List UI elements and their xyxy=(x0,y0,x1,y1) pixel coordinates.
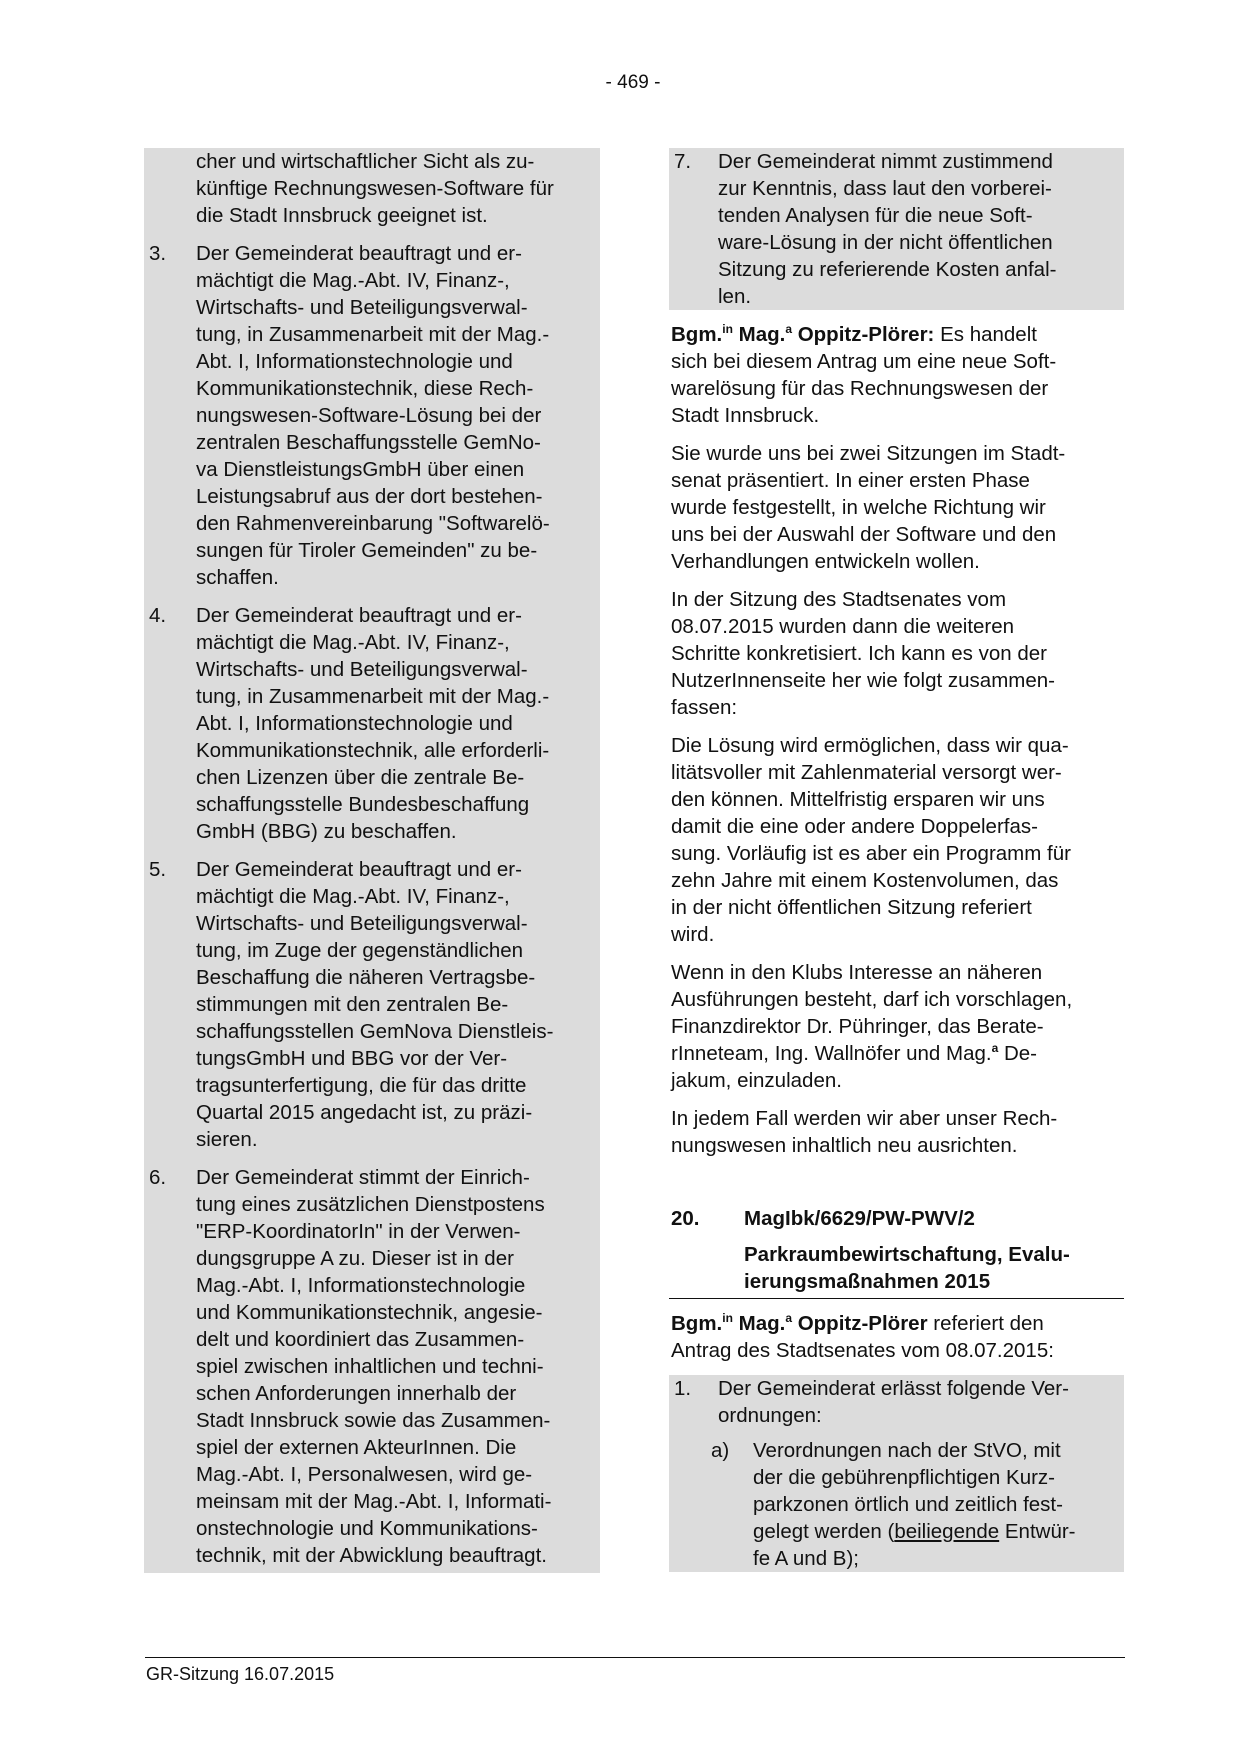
text-line: Der Gemeinderat erlässt folgende Ver- xyxy=(718,1377,1069,1400)
text-line: Wirtschafts- und Beteiligungsverwal- xyxy=(196,912,528,935)
superscript: a xyxy=(785,322,793,336)
text-line: mächtigt die Mag.-Abt. IV, Finanz-, xyxy=(196,269,510,292)
text-line: schaffungsstelle Bundesbeschaffung xyxy=(196,793,530,816)
text-line: der die gebührenpflichtigen Kurz- xyxy=(753,1466,1055,1489)
speech-paragraph xyxy=(669,732,1124,948)
text-span: Entwür- xyxy=(999,1520,1076,1543)
text-line: warelösung für das Rechnungswesen der xyxy=(671,377,1049,400)
text-line: ware-Lösung in der nicht öffentlichen xyxy=(718,231,1053,254)
text-line: Sie wurde uns bei zwei Sitzungen im Stadt- xyxy=(671,442,1066,465)
superscript: in xyxy=(722,322,733,336)
text-line: spiel der externen AkteurInnen. Die xyxy=(196,1436,517,1459)
text-line: uns bei der Auswahl der Software und den xyxy=(671,523,1057,546)
text-line xyxy=(669,1040,1124,1067)
text-line xyxy=(753,1518,1124,1545)
text-line: Wirtschafts- und Beteiligungsverwal- xyxy=(196,296,528,319)
text-line: tung eines zusätzlichen Dienstpostens xyxy=(196,1193,545,1216)
text-line: zur Kenntnis, dass laut den vorberei- xyxy=(718,177,1052,200)
text-span: De- xyxy=(998,1042,1037,1065)
list-item-5 xyxy=(144,856,600,1153)
text-line: 08.07.2015 wurden dann die weiteren xyxy=(671,615,1015,638)
right-column xyxy=(669,148,1124,1572)
text-line: Sitzung zu referierende Kosten anfal- xyxy=(718,258,1057,281)
item-number: 7. xyxy=(674,150,692,173)
sub-item-a xyxy=(669,1437,1124,1572)
text-line: nungswesen inhaltlich neu ausrichten. xyxy=(671,1134,1018,1157)
bold-text: Oppitz-Plörer: xyxy=(792,323,935,346)
text-line: GmbH (BBG) zu beschaffen. xyxy=(196,820,457,843)
text-line: ordnungen: xyxy=(718,1404,822,1427)
bold-text: Oppitz-Plörer xyxy=(792,1312,928,1335)
text-line: In jedem Fall werden wir aber unser Rech- xyxy=(671,1107,1058,1130)
item-number: 5. xyxy=(149,858,167,881)
text-line: zehn Jahre mit einem Kostenvolumen, das xyxy=(671,869,1059,892)
sub-item-letter: a) xyxy=(711,1439,730,1462)
text-line: Leistungsabruf aus der dort bestehen- xyxy=(196,485,543,508)
text-line: Mag.-Abt. I, Personalwesen, wird ge- xyxy=(196,1463,533,1486)
text-line: damit die eine oder andere Doppelerfas- xyxy=(671,815,1038,838)
text-line: Mag.-Abt. I, Informationstechnologie xyxy=(196,1274,526,1297)
text-line: Abt. I, Informationstechnologie und xyxy=(196,350,513,373)
text-line: senat präsentiert. In einer ersten Phase xyxy=(671,469,1030,492)
text-line: ierungsmaßnahmen 2015 xyxy=(744,1270,991,1293)
text-line: zentralen Beschaffungsstelle GemNo- xyxy=(196,431,541,454)
text-line: Schritte konkretisiert. Ich kann es von der xyxy=(671,642,1048,665)
list-item-7 xyxy=(669,148,1124,310)
text-line: tragsunterfertigung, die für das dritte xyxy=(196,1074,527,1097)
resolution-block-shaded xyxy=(144,148,600,1573)
text-line: fe A und B); xyxy=(753,1547,859,1570)
text-line: Wirtschafts- und Beteiligungsverwal- xyxy=(196,658,528,681)
text-line: Verordnungen nach der StVO, mit xyxy=(753,1439,1061,1462)
text-line: Kommunikationstechnik, alle erforderli- xyxy=(196,739,550,762)
speech-paragraph xyxy=(669,440,1124,575)
text-line: jakum, einzuladen. xyxy=(671,1069,842,1092)
text-line: Beschaffung die näheren Vertragsbe- xyxy=(196,966,536,989)
text-line: in der nicht öffentlichen Sitzung referiert xyxy=(671,896,1032,919)
text-line: wird. xyxy=(671,923,715,946)
text-line: sung. Vorläufig ist es aber ein Programm für xyxy=(671,842,1071,865)
text-line: Die Lösung wird ermöglichen, dass wir qua- xyxy=(671,734,1069,757)
text-line: litätsvoller mit Zahlenmaterial versorgt wer- xyxy=(671,761,1062,784)
text-span: rInneteam, Ing. Wallnöfer und Mag. xyxy=(671,1042,992,1065)
text-line: stimmungen mit den zentralen Be- xyxy=(196,993,509,1016)
text-line xyxy=(669,1310,1124,1337)
text-line: Verhandlungen entwickeln wollen. xyxy=(671,550,980,573)
text-line: den Rahmenvereinbarung "Softwarelö- xyxy=(196,512,550,535)
text-line: parkzonen örtlich und zeitlich fest- xyxy=(753,1493,1063,1516)
text-line: spiel zwischen inhaltlichen und techni- xyxy=(196,1355,544,1378)
list-item-6 xyxy=(144,1164,600,1569)
footer-rule xyxy=(145,1657,1125,1658)
text-line: NutzerInnenseite her wie folgt zusammen- xyxy=(671,669,1055,692)
text-line: Der Gemeinderat nimmt zustimmend xyxy=(718,150,1053,173)
text-line: Parkraumbewirtschaftung, Evalu- xyxy=(744,1243,1070,1266)
text-line: Der Gemeinderat beauftragt und er- xyxy=(196,858,522,881)
text-line: fassen: xyxy=(671,696,738,719)
speech-paragraph xyxy=(669,321,1124,429)
text-line: technik, mit der Abwicklung beauftragt. xyxy=(196,1544,547,1567)
superscript: a xyxy=(785,1311,793,1325)
text-line: Stadt Innsbruck sowie das Zusammen- xyxy=(196,1409,551,1432)
text-line: Abt. I, Informationstechnologie und xyxy=(196,712,513,735)
superscript: in xyxy=(722,1311,733,1325)
text-line: In der Sitzung des Stadtsenates vom xyxy=(671,588,1007,611)
text-line: va DienstleistungsGmbH über einen xyxy=(196,458,525,481)
footer-text: GR-Sitzung 16.07.2015 xyxy=(146,1664,335,1684)
agenda-number: 20. xyxy=(671,1207,700,1230)
bold-text: Mag. xyxy=(732,323,786,346)
text-line: cher und wirtschaftlicher Sicht als zu- xyxy=(196,150,535,173)
bold-text: Bgm. xyxy=(671,323,723,346)
text-line: dungsgruppe A zu. Dieser ist in der xyxy=(196,1247,514,1270)
text-line: sieren. xyxy=(196,1128,258,1151)
text-line: sich bei diesem Antrag um eine neue Soft- xyxy=(671,350,1057,373)
agenda-reference: MagIbk/6629/PW-PWV/2 xyxy=(744,1207,975,1230)
list-item-3 xyxy=(144,240,600,591)
left-column xyxy=(144,148,600,1573)
item-number: 1. xyxy=(674,1377,692,1400)
text-line: "ERP-KoordinatorIn" in der Verwen- xyxy=(196,1220,521,1243)
text-line: Wenn in den Klubs Interesse an näheren xyxy=(671,961,1043,984)
text-span: Es handelt xyxy=(934,323,1037,346)
text-span: referiert den xyxy=(927,1312,1044,1335)
text-line: die Stadt Innsbruck geeignet ist. xyxy=(196,204,488,227)
text-line: Kommunikationstechnik, diese Rech- xyxy=(196,377,534,400)
text-line: tung, im Zuge der gegenständlichen xyxy=(196,939,524,962)
text-line: künftige Rechnungswesen-Software für xyxy=(196,177,554,200)
text-line: schen Anforderungen innerhalb der xyxy=(196,1382,517,1405)
text-line: mächtigt die Mag.-Abt. IV, Finanz-, xyxy=(196,885,510,908)
text-line: Der Gemeinderat stimmt der Einrich- xyxy=(196,1166,530,1189)
text-line: Der Gemeinderat beauftragt und er- xyxy=(196,604,522,627)
text-line: sungen für Tiroler Gemeinden" zu be- xyxy=(196,539,538,562)
text-line: len. xyxy=(718,285,752,308)
text-line: nungswesen-Software-Lösung bei der xyxy=(196,404,542,427)
text-line: den können. Mittelfristig ersparen wir uns xyxy=(671,788,1045,811)
bold-text: Mag. xyxy=(732,1312,786,1335)
bold-text: Bgm. xyxy=(671,1312,723,1335)
text-line: Stadt Innsbruck. xyxy=(671,404,820,427)
text-line: tung, in Zusammenarbeit mit der Mag.- xyxy=(196,685,550,708)
text-line: Finanzdirektor Dr. Pühringer, das Berate- xyxy=(671,1015,1044,1038)
underlined-text: beiliegende xyxy=(894,1520,1000,1543)
text-line: chen Lizenzen über die zentrale Be- xyxy=(196,766,525,789)
continuation-text xyxy=(144,148,600,229)
text-line: schaffen. xyxy=(196,566,279,589)
speech-paragraph xyxy=(669,959,1124,1094)
speech-paragraph xyxy=(669,586,1124,721)
agenda-heading xyxy=(669,1205,1124,1299)
list-item-4 xyxy=(144,602,600,845)
text-line: tung, in Zusammenarbeit mit der Mag.- xyxy=(196,323,550,346)
text-line: tenden Analysen für die neue Soft- xyxy=(718,204,1033,227)
text-line: meinsam mit der Mag.-Abt. I, Informati- xyxy=(196,1490,552,1513)
text-line: tungsGmbH und BBG vor der Ver- xyxy=(196,1047,508,1070)
text-line: Quartal 2015 angedacht ist, zu präzi- xyxy=(196,1101,533,1124)
resolution-block-shaded xyxy=(669,1375,1124,1572)
list-item-1 xyxy=(669,1375,1124,1429)
intro-paragraph xyxy=(669,1310,1124,1364)
text-line: schaffungsstellen GemNova Dienstleis- xyxy=(196,1020,554,1043)
text-line: mächtigt die Mag.-Abt. IV, Finanz-, xyxy=(196,631,510,654)
text-line: wurde festgestellt, in welche Richtung wir xyxy=(671,496,1046,519)
text-line xyxy=(669,321,1124,348)
text-line: delt und koordiniert das Zusammen- xyxy=(196,1328,525,1351)
text-line: Ausführungen besteht, darf ich vorschlagen, xyxy=(671,988,1073,1011)
item-number: 6. xyxy=(149,1166,167,1189)
text-span: gelegt werden ( xyxy=(753,1520,895,1543)
superscript: a xyxy=(991,1041,999,1055)
text-line: und Kommunikationstechnik, angesie- xyxy=(196,1301,543,1324)
item-number: 4. xyxy=(149,604,167,627)
text-line: Antrag des Stadtsenates vom 08.07.2015: xyxy=(671,1339,1054,1362)
page-number: - 469 - xyxy=(605,72,661,93)
text-line: onstechnologie und Kommunikations- xyxy=(196,1517,538,1540)
text-line: Der Gemeinderat beauftragt und er- xyxy=(196,242,522,265)
speech-paragraph xyxy=(669,1105,1124,1159)
item-7-shaded xyxy=(669,148,1124,310)
item-number: 3. xyxy=(149,242,167,265)
